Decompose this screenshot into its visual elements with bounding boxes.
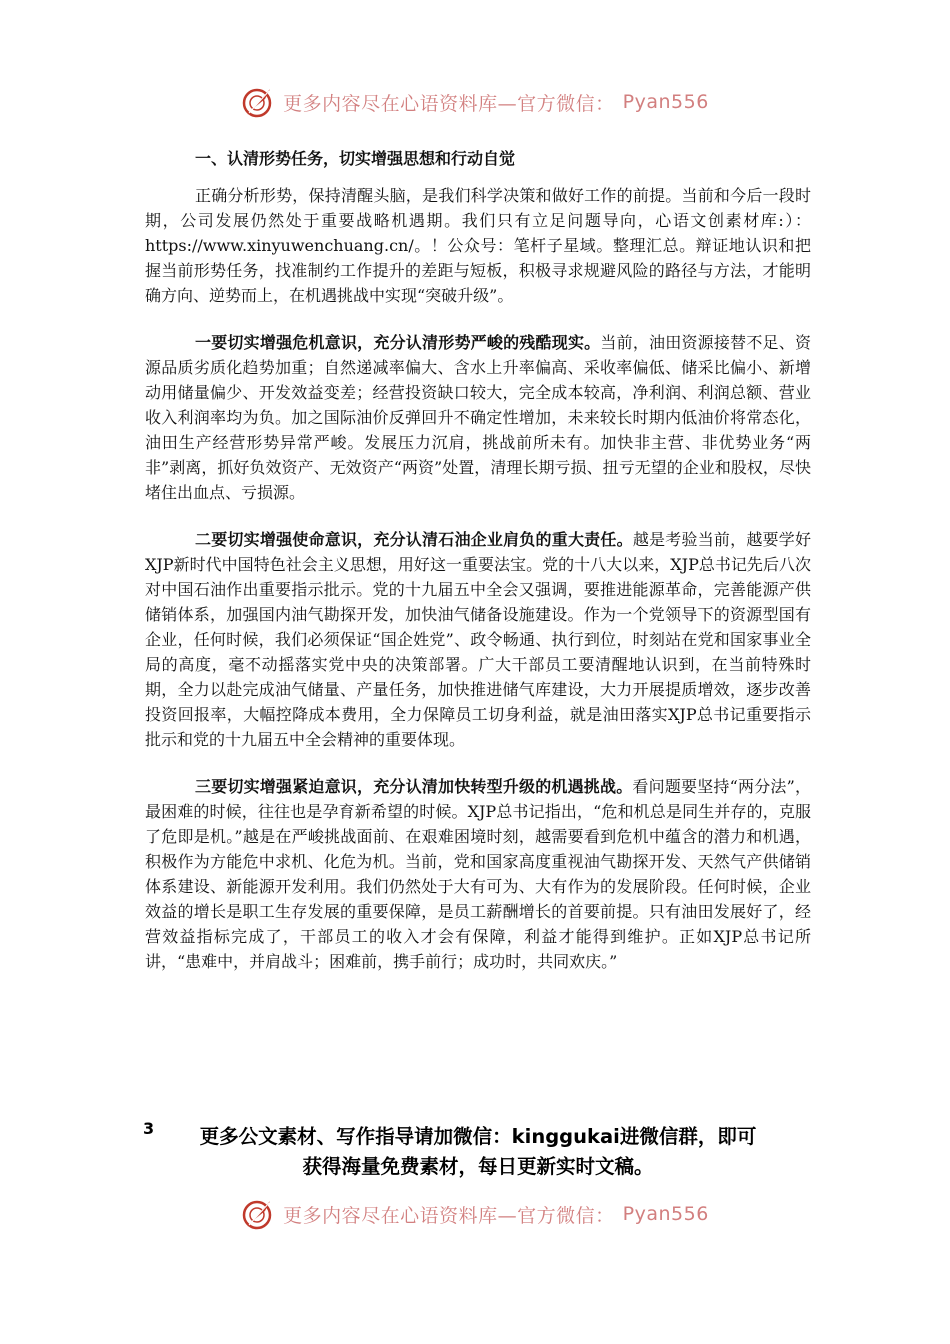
paragraph-lead: 一要切实增强危机意识，充分认清形势严峻的残酷现实。 xyxy=(195,333,601,352)
paragraph-body: 越是考验当前，越要学好XJP新时代中国特色社会主义思想，用好这一重要法宝。党的十八大以来，XJP总书记先后八次对中国石油作出重要指示批示。党的十九届五中全会又强调，要推进能源革命，完善能源产供储销体系，加强国内油气勘探开发，加快油气储备设施建设。作为一个党领导下的资源型国有企业，任何时候，我们必须保证“国企姓党”、政令畅通、执行到位，时刻站在党和国家事业全局的高度，毫不动摇落实党中央的决策部署。广大干部员工要清醒地认识到，在当前特殊时期，全力以赴完成油气储量、产量任务，加快推进储气库建设，大力开展提质增效，逐步改善投资回报率，大幅控降成本费用，全力保障员工切身利益，就是油田落实XJP总书记重要指示批示和党的十九届五中全会精神的重要体现。 xyxy=(145,530,811,749)
quill-logo-icon xyxy=(241,85,275,119)
paragraph-lead: 二要切实增强使命意识，充分认清石油企业肩负的重大责任。 xyxy=(195,530,633,549)
promo-block xyxy=(143,1119,811,1182)
banner-wechat-id: Pyan556 xyxy=(622,91,709,113)
watermark-banner-bottom xyxy=(0,1194,950,1234)
paragraph-body: 当前，油田资源接替不足、资源品质劣质化趋势加重；自然递减率偏大、含水上升率偏高、采收率偏低、储采比偏小、新增动用储量偏少、开发效益变差；经营投资缺口较大，完全成本较高，净利润、利润总额、营业收入利润率均为负。加之国际油价反弹回升不确定性增加，未来较长时期内低油价将常态化，油田生产经营形势异常严峻。发展压力沉肩，挑战前所未有。加快非主营、非优势业务“两非”剥离，抓好负效资产、无效资产“两资”处置，清理长期亏损、扭亏无望的企业和股权，尽快堵住出血点、亏损源。 xyxy=(145,333,811,502)
promo-marker: 3 xyxy=(143,1119,155,1138)
section-heading: 一、认清形势任务，切实增强思想和行动自觉 xyxy=(195,149,516,168)
paragraph-lead: 三要切实增强紧迫意识，充分认清加快转型升级的机遇挑战。 xyxy=(195,777,633,796)
banner-text: 更多内容尽在心语资料库—官方微信： xyxy=(283,1204,615,1227)
document-body xyxy=(145,146,811,984)
paragraph-urgency-awareness xyxy=(145,774,811,974)
banner-wechat-id: Pyan556 xyxy=(622,1203,709,1225)
paragraph-body: 看问题要坚持“两分法”，最困难的时候，往往也是孕育新希望的时候。XJP总书记指出，“危和机总是同生并存的，克服了危即是机。”越是在严峻挑战面前、在艰难困境时刻，越需要看到危机中蕴含的潜力和机遇，积极作为方能危中求机、化危为机。当前，党和国家高度重视油气勘探开发、天然气产供储销体系建设、新能源开发利用。我们仍然处于大有可为、大有作为的发展阶段。任何时候，企业效益的增长是职工生存发展的重要保障，是员工薪酬增长的首要前提。只有油田发展好了，经营效益指标完成了，干部员工的收入才会有保障，利益才能得到维护。正如XJP总书记所讲，“患难中，并肩战斗；困难前，携手前行；成功时，共同欢庆。” xyxy=(145,777,811,971)
paragraph-crisis-awareness xyxy=(145,330,811,505)
banner-text: 更多内容尽在心语资料库—官方微信： xyxy=(283,92,615,115)
promo-line-2: 获得海量免费素材，每日更新实时文稿。 xyxy=(302,1155,654,1178)
paragraph-mission-awareness xyxy=(145,527,811,752)
intro-paragraph: 正确分析形势，保持清醒头脑，是我们科学决策和做好工作的前提。当前和今后一段时期，公司发展仍然处于重要战略机遇期。我们只有立足问题导向，心语文创素材库:）：https://www.xinyuwenchuang.cn/。！公众号：笔杆子星域。整理汇总。辩证地认识和把握当前形势任务，找准制约工作提升的差距与短板，积极寻求规避风险的路径与方法，才能明确方向、逆势而上，在机遇挑战中实现“突破升级”。 xyxy=(145,186,811,305)
quill-logo-icon xyxy=(241,1197,275,1231)
watermark-banner-top xyxy=(0,82,950,122)
promo-line-1: 更多公文素材、写作指导请加微信：kinggukai进微信群，即可 xyxy=(199,1125,757,1148)
